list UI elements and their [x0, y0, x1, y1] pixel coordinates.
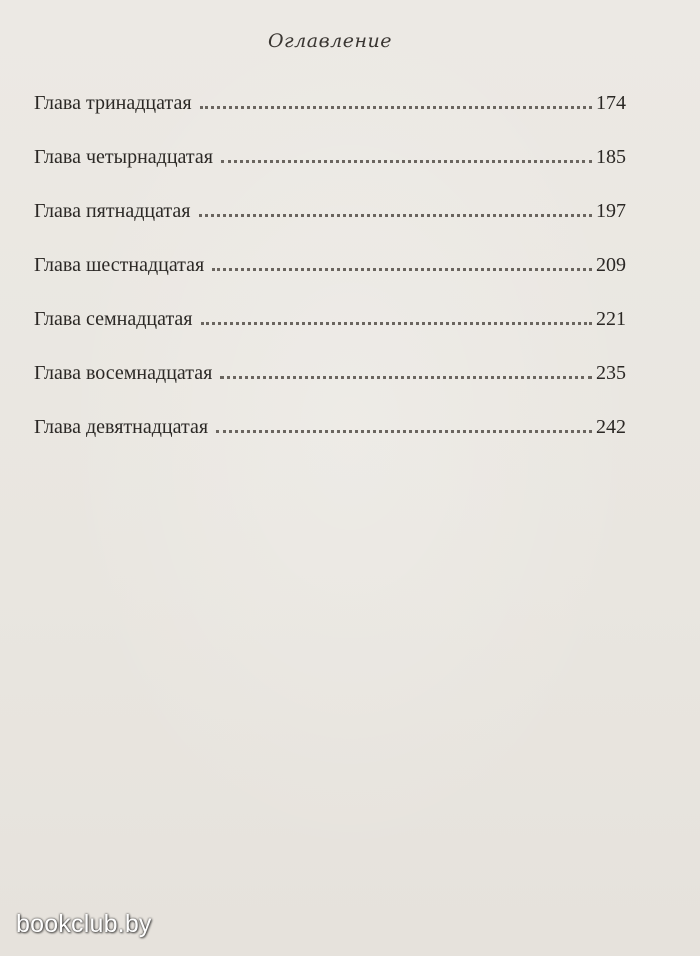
toc-entry-page: 197 [596, 200, 626, 222]
toc-entry-page: 235 [596, 362, 626, 384]
toc-dot-leader [221, 160, 592, 163]
toc-heading: Оглавление [267, 30, 392, 52]
toc-entry-label: Глава пятнадцатая [34, 200, 191, 222]
toc-entry [34, 358, 626, 412]
toc-dot-leader [220, 376, 592, 379]
toc-entry-label: Глава семнадцатая [34, 308, 193, 330]
toc-dot-leader [201, 322, 592, 325]
toc-entry-page: 242 [596, 416, 626, 438]
toc-dot-leader [216, 430, 592, 433]
toc-entry-label: Глава четырнадцатая [34, 146, 213, 168]
toc-entry [34, 250, 626, 304]
toc-entry [34, 142, 626, 196]
toc-entry-label: Глава восемнадцатая [34, 362, 213, 384]
watermark-logo: bookclub.by [16, 910, 152, 938]
toc-dot-leader [199, 214, 593, 217]
toc-entry-page: 185 [596, 146, 626, 168]
toc-entry [34, 88, 626, 142]
toc-entry-label: Глава тринадцатая [34, 92, 192, 114]
table-of-contents [34, 88, 626, 466]
toc-dot-leader [200, 106, 592, 109]
toc-entry-page: 221 [596, 308, 626, 330]
toc-entry-page: 209 [596, 254, 626, 276]
toc-entry [34, 412, 626, 466]
toc-dot-leader [212, 268, 592, 271]
toc-entry [34, 304, 626, 358]
toc-entry [34, 196, 626, 250]
toc-entry-page: 174 [596, 92, 626, 114]
toc-entry-label: Глава шестнадцатая [34, 254, 205, 276]
toc-entry-label: Глава девятнадцатая [34, 416, 209, 438]
